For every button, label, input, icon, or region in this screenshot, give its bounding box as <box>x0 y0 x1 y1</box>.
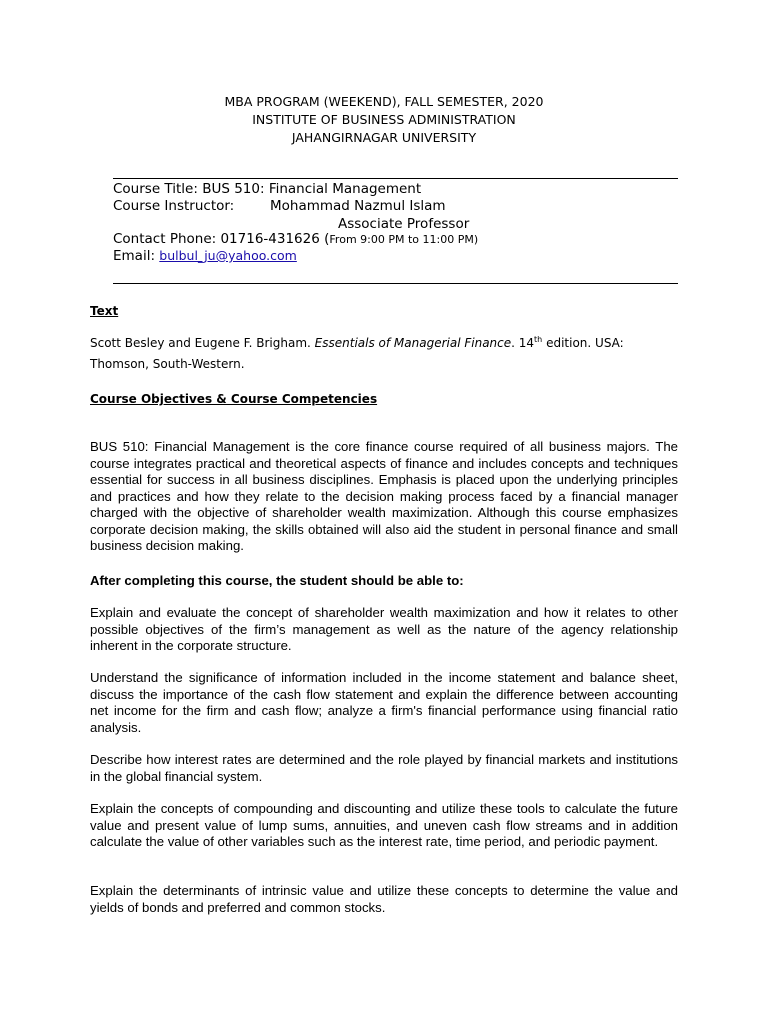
objective-item: Explain and evaluate the concept of shareholder wealth maximization and how it relates to other possible objectives of the firm’s management as well as the nature of the agency relationship inherent in the corporate structure. <box>90 605 678 653</box>
top-divider <box>113 178 678 179</box>
ref-edition-sup: th <box>534 335 543 344</box>
objective-item: Describe how interest rates are determined and the role played by financial markets and institutions in the global financial system. <box>90 752 678 784</box>
ref-publisher: Thomson, South-Western. <box>90 357 245 371</box>
instructor-rank: Associate Professor <box>338 216 470 232</box>
document-header <box>0 93 768 147</box>
instructor-name: Mohammad Nazmul Islam <box>270 198 446 214</box>
objective-item: Explain the concepts of compounding and discounting and utilize these tools to calculate the future value and present value of lump sums, annuities, and uneven cash flow streams and in addition calculate the value of other variables such as the interest rate, time period, and periodic payment. <box>90 801 678 849</box>
university-line: JAHANGIRNAGAR UNIVERSITY <box>291 130 477 145</box>
textbook-reference <box>90 333 678 375</box>
after-completing-heading: After completing this course, the student should be able to: <box>90 573 464 588</box>
instructor-label: Course Instructor: <box>113 198 235 214</box>
objective-item: Explain the determinants of intrinsic value and utilize these concepts to determine the value and yields of bonds and preferred and common stocks. <box>90 883 678 915</box>
phone-label: Contact Phone: 01716-431626 <box>113 231 325 247</box>
objective-item: Understand the significance of information included in the income statement and balance sheet, discuss the importance of the cash flow statement and explain the difference between accounting net income for the firm and cash flow; analyze a firm's financial performance using financial ratio analysis. <box>90 670 678 735</box>
phone-hours-open: ( <box>324 231 330 247</box>
ref-edition-post: edition. USA: <box>542 336 624 350</box>
course-title-value: BUS 510: Financial Management <box>202 181 422 197</box>
institute-line: INSTITUTE OF BUSINESS ADMINISTRATION <box>252 112 516 127</box>
course-title-label: Course Title: <box>113 181 203 197</box>
email-row <box>113 248 297 264</box>
ref-title: Essentials of Managerial Finance <box>314 336 512 350</box>
objectives-heading: Course Objectives & Course Competencies <box>90 392 378 406</box>
course-instructor-row <box>113 198 234 214</box>
email-label: Email: <box>113 248 160 264</box>
ref-authors: Scott Besley and Eugene F. Brigham. <box>90 336 315 350</box>
bottom-divider <box>113 283 678 284</box>
objectives-intro: BUS 510: Financial Management is the core finance course required of all business majors. The course integrates practical and theoretical aspects of finance and includes concepts and techniques essential for success in all business disciplines. Emphasis is placed upon the underlying principles and practices and how they relate to the decision making process faced by a financial manager charged with the objective of shareholder wealth maximization. Although this course emphasizes corporate decision making, the skills obtained will also aid the student in personal finance and small business decision making. <box>90 439 678 553</box>
phone-hours: From 9:00 PM to 11:00 PM) <box>329 233 479 246</box>
program-line: MBA PROGRAM (WEEKEND), FALL SEMESTER, 2020 <box>224 94 544 109</box>
email-link[interactable]: bulbul_ju@yahoo.com <box>159 248 297 263</box>
course-title-row <box>113 181 421 197</box>
text-heading: Text <box>90 304 119 318</box>
ref-edition-pre: . 14 <box>511 336 535 350</box>
contact-phone-row <box>113 231 478 247</box>
